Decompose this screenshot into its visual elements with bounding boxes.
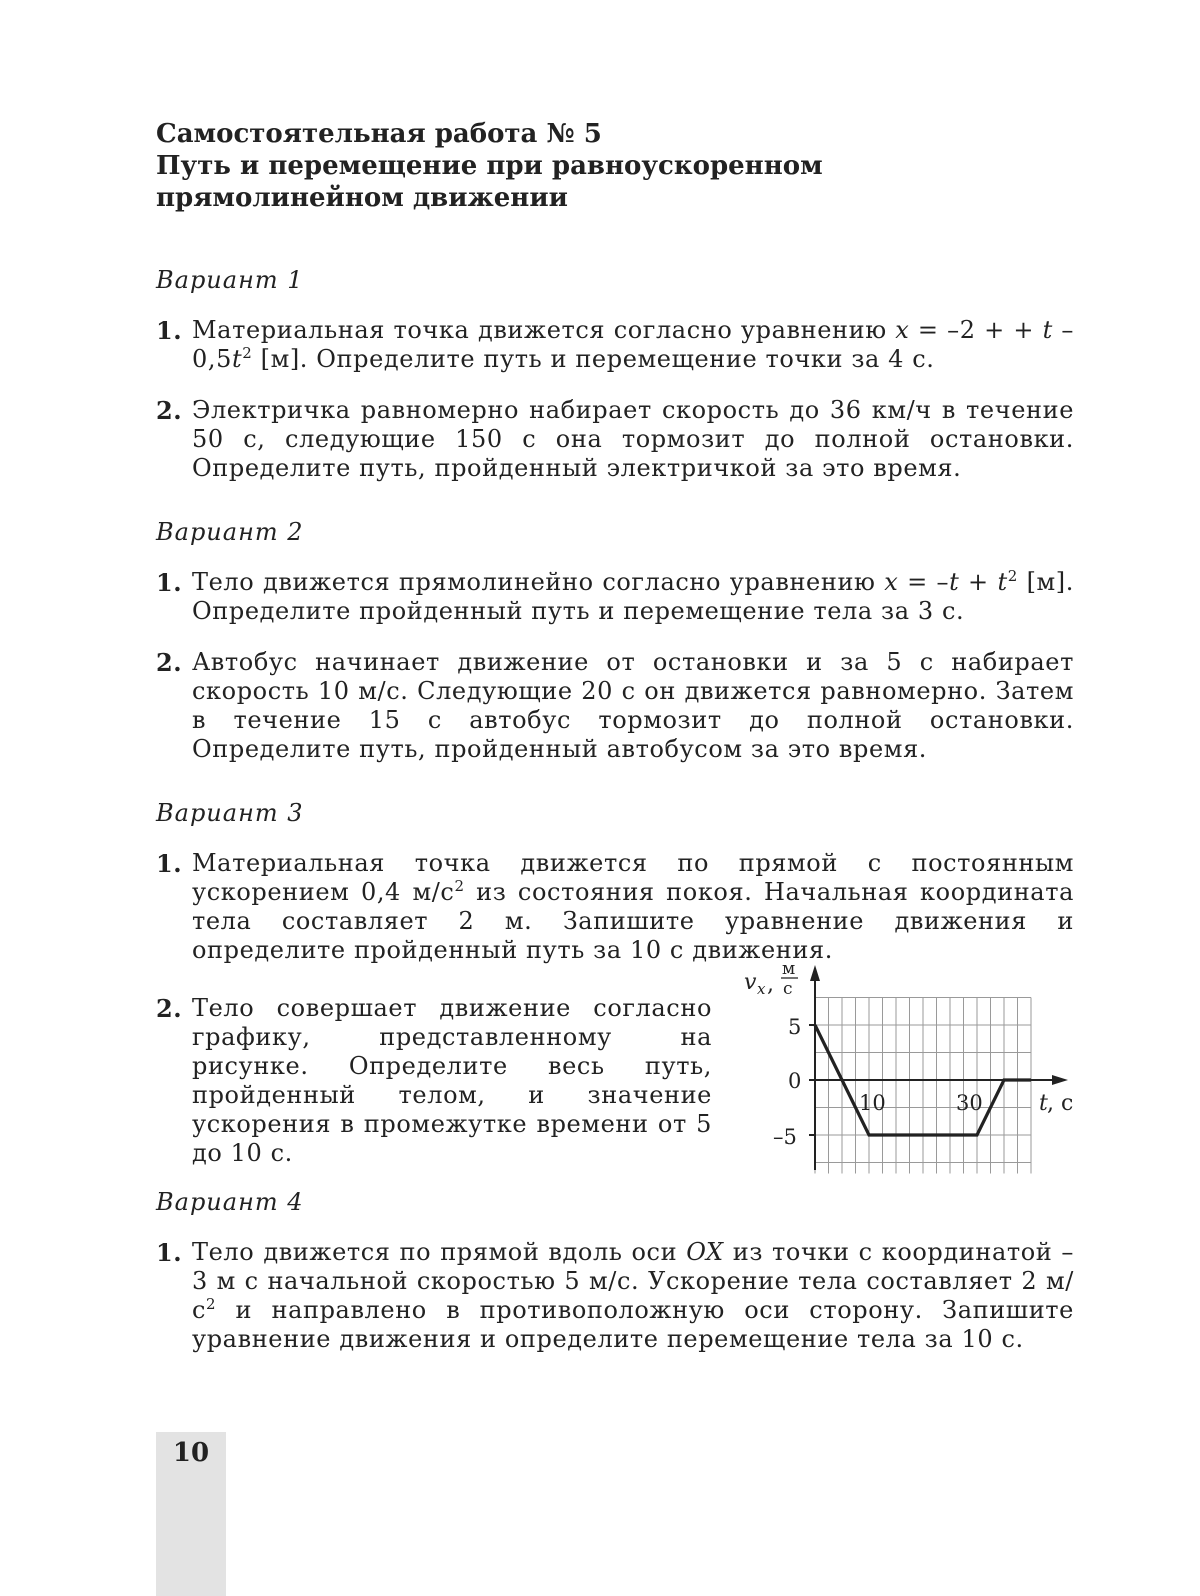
problem-number: 1. [156,568,183,597]
math-var: t [1042,316,1053,344]
y-unit-denominator: с [783,979,793,999]
title-line-2: Путь и перемещение при равноускоренном [156,151,823,181]
variant-3-problem-2 [156,994,712,1168]
y-axis-arrow [810,965,820,981]
x-axis-unit: , с [1047,1091,1074,1116]
x-axis-arrow [1052,1075,1068,1085]
problem-number: 1. [156,1238,183,1267]
y-tick-label: 0 [788,1069,802,1093]
x-axis-symbol: t [1039,1091,1048,1116]
variant-3-problem-1 [156,849,1074,965]
superscript: 2 [242,344,253,362]
page-number-box [156,1432,226,1596]
variant-1-problem-1 [156,316,1074,374]
y-unit-numerator: м [782,959,796,979]
text-part: из точки с координатой –3 м с начальной скоростью 5 м/с. Ускорение тела составляет 2 м/с [192,1238,1074,1324]
title-line-1: Самостоятельная работа № 5 [156,119,602,149]
text-part: = – [898,568,950,596]
math-var: OX [686,1238,724,1266]
x-tick-label: 30 [956,1091,983,1115]
math-var: t [997,568,1008,596]
text-part: – 0,5 [192,316,1074,373]
graph-grid [815,998,1031,1174]
page-title [156,118,1056,214]
y-tick-label: 5 [788,1015,802,1039]
problem-number: 2. [156,396,183,425]
problem-text: Тело совершает движение согласно графику, представленному на рисунке. Определите весь путь, пройденный телом, и значение ускорения в промежутке времени от 5 до 10 с. [192,994,712,1167]
problem-number: 2. [156,648,183,677]
variant-4-heading: Вариант 4 [156,1188,304,1216]
page-number: 10 [172,1438,210,1468]
text-part: из состояния покоя. Начальная координата тела составляет 2 м. Запишите уравнение движения и определите пройденный путь за 10 с движения. [192,878,1074,964]
superscript: 2 [1007,567,1018,585]
text-part: и направлено в противоположную оси сторону. Запишите уравнение движения и определите перемещение тела за 10 с. [192,1296,1074,1353]
variant-1-heading: Вариант 1 [156,266,304,294]
variant-2-problem-2 [156,648,1074,764]
variant-2-heading: Вариант 2 [156,518,304,546]
problem-text: Автобус начинает движение от остановки и за 5 с набирает скорость 10 м/с. Следующие 20 с он движется равномерно. Затем в течение 15 с автобус тормозит до полной остановки. Определите путь, пройденный автобусом за это время. [192,648,1074,763]
superscript: 2 [454,877,465,895]
x-tick-label: 10 [859,1091,886,1115]
text-part: [м]. Определите пройденный путь и перемещение тела за 3 с. [192,568,1074,625]
variant-3-heading: Вариант 3 [156,799,304,827]
text-part: + [959,568,998,596]
text-part: Тело движется прямолинейно согласно уравнению [192,568,885,596]
problem-number: 1. [156,849,183,878]
variant-2-problem-1 [156,568,1074,626]
y-axis-label [744,959,798,999]
problem-text [192,316,1074,374]
velocity-time-graph [730,955,1080,1180]
variant-4-problem-1 [156,1238,1074,1354]
text-part: Тело движется по прямой вдоль оси [192,1238,687,1266]
problem-text [192,1238,1074,1354]
variant-1-problem-2 [156,396,1074,483]
text-part: Материальная точка движется согласно уравнению [192,316,896,344]
problem-text [192,849,1074,965]
graph-axes [809,965,1068,1170]
problem-text [192,568,1074,626]
y-axis-comma: , [767,972,774,997]
math-var: x [884,568,899,596]
text-part: Материальная точка движется по прямой с постоянным ускорением 0,4 м/с [192,849,1074,906]
x-axis-label [1039,1091,1073,1116]
superscript: 2 [206,1295,217,1313]
title-line-3: прямолинейном движении [156,183,568,213]
math-var: x [895,316,910,344]
y-tick-label: –5 [773,1125,797,1149]
math-var: t [231,345,243,373]
problem-number: 2. [156,994,183,1023]
problem-number: 1. [156,316,183,345]
y-axis-symbol: v [744,970,757,995]
problem-text: Электричка равномерно набирает скорость до 36 км/ч в течение 50 с, следующие 150 с она тормозит до полной остановки. Определите путь, пройденный электричкой за это время. [192,396,1074,482]
math-var: t [949,568,960,596]
text-part: [м]. Определите путь и перемещение точки за 4 с. [252,345,935,373]
y-axis-subscript: x [757,980,766,998]
text-part: = –2 + + [909,316,1043,344]
